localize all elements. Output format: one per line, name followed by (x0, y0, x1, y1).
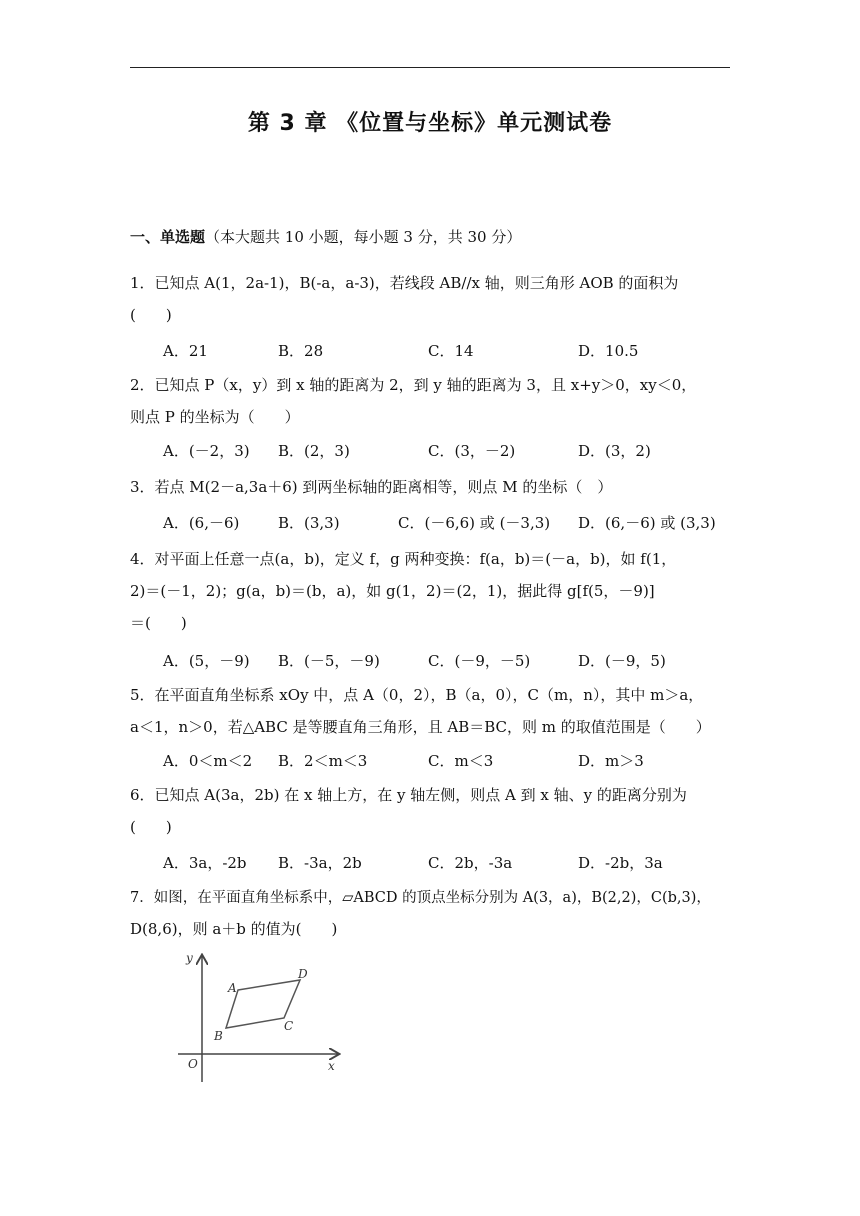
section-label: 一、单选题 (130, 228, 206, 246)
section-note: （本大题共 10 小题，每小题 3 分，共 30 分） (205, 228, 522, 246)
question-4-option-a: A．(5，－9) (163, 652, 250, 670)
header-rule (130, 67, 730, 68)
question-1-line-2: ( ) (130, 306, 172, 324)
question-5-option-a: A．0＜m＜2 (163, 752, 253, 770)
question-4-option-b: B．(－5，－9) (278, 652, 380, 670)
question-4-line-2: 2)＝(－1，2)；g(a，b)＝(b，a)，如 g(1，2)＝(2，1)，据此得 g[f(5，－9)] (130, 582, 655, 600)
question-3-option-d: D．(6,－6) 或 (3,3) (578, 514, 716, 532)
question-6-line-2: ( ) (130, 818, 172, 836)
question-2-option-c: C．(3，－2) (428, 442, 516, 460)
question-2-option-d: D．(3，2) (578, 442, 651, 460)
parallelogram-figure (170, 948, 350, 1088)
question-1-option-b: B．28 (278, 342, 324, 360)
question-1-line-1: 1．已知点 A(1，2a-1)，B(-a，a-3)，若线段 AB//x 轴，则三角形 AOB 的面积为 (130, 274, 679, 292)
x-axis-label: x (328, 1059, 335, 1073)
question-5-option-d: D．m＞3 (578, 752, 644, 770)
vertex-d-label: D (298, 967, 308, 981)
question-2-option-b: B．(2，3) (278, 442, 350, 460)
vertex-a-label: A (228, 981, 237, 995)
question-3-option-a: A．(6,－6) (163, 514, 240, 532)
question-1-option-a: A．21 (163, 342, 208, 360)
origin-label: O (188, 1057, 198, 1071)
question-5-option-c: C．m＜3 (428, 752, 494, 770)
question-5-line-2: a＜1，n＞0，若△ABC 是等腰直角三角形，且 AB＝BC，则 m 的取值范围是（ ） (130, 718, 711, 736)
question-2-line-1: 2．已知点 P（x，y）到 x 轴的距离为 2，到 y 轴的距离为 3，且 x+y＞0，xy＜0， (130, 376, 697, 394)
question-3-option-b: B．(3,3) (278, 514, 340, 532)
question-7-line-1: 7．如图，在平面直角坐标系中，▱ABCD 的顶点坐标分别为 A(3，a)，B(2,2)，C(b,3)， (130, 890, 711, 906)
vertex-c-label: C (284, 1019, 294, 1033)
question-4-line-1: 4．对平面上任意一点(a，b)，定义 f，g 两种变换：f(a，b)＝(－a，b)，如 f(1， (130, 550, 677, 568)
question-4-line-3: ＝( ) (130, 614, 187, 632)
question-1-option-c: C．14 (428, 342, 474, 360)
vertex-b-label: B (214, 1029, 223, 1043)
question-6-option-d: D．-2b，3a (578, 854, 663, 872)
question-7-line-2: D(8,6)，则 a＋b 的值为( ) (130, 920, 338, 938)
question-1-option-d: D．10.5 (578, 342, 639, 360)
question-6-line-1: 6．已知点 A(3a，2b) 在 x 轴上方，在 y 轴左侧，则点 A 到 x 轴、y 的距离分别为 (130, 786, 687, 804)
question-4-option-d: D．(－9，5) (578, 652, 666, 670)
question-6-option-c: C．2b，-3a (428, 854, 513, 872)
question-3-option-c: C．(－6,6) 或 (－3,3) (398, 514, 551, 532)
y-axis-label: y (186, 951, 193, 965)
question-6-option-a: A．3a，-2b (163, 854, 247, 872)
question-2-option-a: A．(－2，3) (163, 442, 250, 460)
section-heading (130, 226, 521, 247)
question-3-line-1: 3．若点 M(2－a,3a＋6) 到两坐标轴的距离相等，则点 M 的坐标（ ） (130, 478, 613, 496)
question-2-line-2: 则点 P 的坐标为（ ） (130, 408, 300, 426)
question-6-option-b: B．-3a，2b (278, 854, 362, 872)
question-5-option-b: B．2＜m＜3 (278, 752, 368, 770)
question-5-line-1: 5．在平面直角坐标系 xOy 中，点 A（0，2），B（a，0），C（m，n），其中 m＞a， (130, 686, 704, 704)
question-4-option-c: C．(－9，－5) (428, 652, 531, 670)
page-title: 第 3 章 《位置与坐标》单元测试卷 (247, 111, 613, 136)
